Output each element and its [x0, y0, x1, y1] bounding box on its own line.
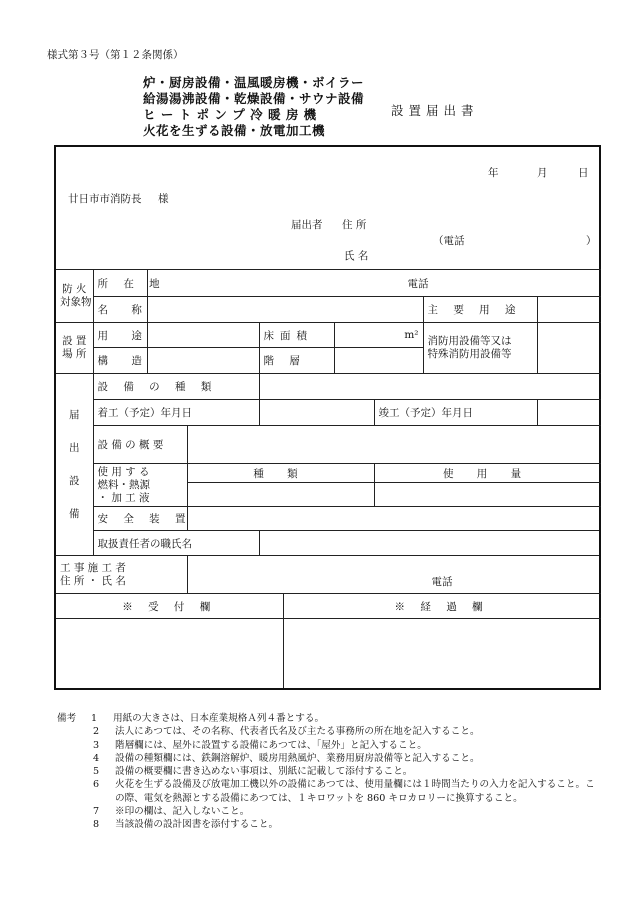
year-label: 年: [488, 167, 499, 179]
fire-equipment-label: [423, 323, 537, 374]
fuel-label-line: ・ 加 工 液: [97, 491, 150, 504]
fire-equipment-value[interactable]: [537, 323, 600, 374]
note-item: [57, 818, 602, 831]
name-label: 氏 名: [344, 250, 369, 262]
note-text: ※印の欄は、記入しないこと。: [115, 806, 250, 818]
note-item: [57, 725, 602, 738]
target-label-line: 防 火: [62, 283, 87, 295]
equipment-label-char: 出: [69, 441, 80, 454]
equipment-label-char: 備: [69, 507, 80, 520]
note-number: 3: [93, 739, 100, 751]
place-label-line: 場 所: [62, 348, 87, 360]
fire-equipment-line: 特殊消防用設備等: [427, 348, 512, 360]
note-number: 4: [93, 752, 100, 764]
note-text: 設備の概要欄に書き込めない事項は、別紙に記載して添付すること。: [115, 766, 413, 778]
note-text: 設備の種類欄には、鉄鋼溶解炉、暖房用熱風炉、業務用厨房設備等と記入すること。: [115, 752, 480, 764]
manager-label: 取扱責任者の職氏名: [93, 531, 259, 556]
progress-value: [283, 619, 600, 689]
completion-date-value[interactable]: [537, 400, 600, 426]
note-number: 6: [93, 779, 100, 791]
completion-date-label: 竣工（予定）年月日: [374, 400, 537, 426]
start-date-value[interactable]: [259, 400, 374, 426]
note-item: [57, 739, 602, 752]
fuel-label-line: 使 用 す る: [97, 465, 150, 478]
manager-value[interactable]: [259, 531, 600, 556]
fuel-label: [93, 464, 187, 507]
equipment-label-char: 届: [69, 408, 80, 421]
area-unit: m²: [334, 323, 423, 348]
document-title: 設置届出書: [391, 103, 479, 118]
structure-label: 構 造: [93, 348, 147, 374]
main-use-value[interactable]: [537, 297, 600, 323]
floor-area-label: 床面積: [259, 323, 334, 348]
fuel-amount-value[interactable]: [374, 483, 600, 507]
note-text: 用紙の大きさは、日本産業規格Ａ列４番とする。: [113, 713, 325, 724]
note-item: [57, 765, 602, 778]
remarks: [57, 712, 602, 832]
structure-value[interactable]: [147, 348, 259, 374]
fuel-kind-value[interactable]: [187, 483, 374, 507]
note-text: 法人にあつては、その名称、代表者氏名及び主たる事務所の所在地を記入すること。: [115, 726, 480, 738]
note-item: [57, 712, 602, 725]
note-item: [57, 752, 602, 765]
safety-device-label: 安 全 装 置: [93, 507, 187, 531]
note-item: [57, 778, 602, 805]
note-text: 火花を生ずる設備及び放電加工機以外の設備にあつては、使用量欄には１時間当たりの入力を記入すること。この際、電気を熱源とする設備にあつては、１キロワットを 860 キロカロリーに換算すること。: [115, 779, 595, 804]
use-label: 用 途: [93, 323, 147, 348]
use-value[interactable]: [147, 323, 259, 348]
contractor-label-line: 住 所 ・ 氏 名: [60, 574, 126, 587]
note-number: 8: [93, 819, 100, 831]
fuel-label-line: 燃料・熱源: [97, 478, 150, 491]
equipment-title-block: [143, 75, 364, 139]
place-label: [55, 323, 93, 374]
equipment-label: [55, 374, 93, 556]
note-number: 2: [93, 726, 100, 738]
equipment-type-value[interactable]: [259, 374, 600, 400]
form-number: 様式第３号（第１２条関係）: [47, 49, 184, 61]
address-label: 住 所: [342, 219, 367, 231]
target-name-label: 名 称: [93, 297, 147, 323]
header-section: [55, 146, 600, 270]
equipment-label-char: 設: [69, 474, 80, 487]
start-date-label: 着工（予定）年月日: [93, 400, 259, 426]
note-text: 当該設備の設計図書を添付すること。: [115, 819, 279, 831]
tel-label: （電話: [433, 235, 465, 247]
note-number: 5: [93, 766, 100, 778]
overview-label: 設 備 の 概 要: [93, 426, 187, 464]
title-line: 火花を生ずる設備・放電加工機: [143, 123, 326, 138]
safety-device-value[interactable]: [187, 507, 600, 531]
title-line: 炉・厨房設備・温風暖房機・ボイラー: [143, 75, 365, 90]
notification-form: [54, 145, 601, 690]
note-number: 1: [91, 713, 98, 724]
target-label: [55, 270, 93, 323]
overview-value[interactable]: [187, 426, 600, 464]
notes-lead: 備考: [57, 713, 77, 724]
fire-equipment-line: 消防用設備等又は: [427, 335, 512, 347]
floor-label: 階 層: [259, 348, 334, 374]
fuel-kind-label: 種 類: [187, 464, 374, 483]
equipment-type-label: 設 備 の 種 類: [93, 374, 259, 400]
place-label-line: 設 置: [62, 335, 87, 347]
progress-label: ※ 経 過 欄: [283, 594, 600, 619]
location-label: 所 在 地: [93, 270, 147, 297]
addressee: 廿日市市消防長: [68, 193, 142, 205]
addressee-suffix: 様: [158, 193, 169, 205]
note-item: [57, 805, 602, 818]
title-line: 給湯湯沸設備・乾燥設備・サウナ設備: [143, 91, 365, 106]
applicant-label: 届出者: [291, 219, 323, 231]
contractor-tel-label: 電話: [187, 556, 600, 594]
target-name-value[interactable]: [147, 297, 423, 323]
month-label: 月: [537, 167, 548, 179]
contractor-label: [55, 556, 187, 594]
day-label: 日: [578, 167, 589, 179]
tel-close: ）: [586, 235, 597, 247]
floor-value[interactable]: [334, 348, 423, 374]
main-use-label: 主 要 用 途: [423, 297, 537, 323]
target-label-line: 対象物: [60, 296, 92, 308]
note-number: 7: [93, 806, 100, 818]
target-tel-label: 電話: [147, 270, 600, 297]
reception-label: ※ 受 付 欄: [55, 594, 283, 619]
note-text: 階層欄には、屋外に設置する設備にあつては、「屋外」と記入すること。: [115, 739, 427, 751]
fuel-amount-label: 使 用 量: [374, 464, 600, 483]
title-line: ヒ ー ト ポ ン プ 冷 暖 房 機: [143, 107, 317, 122]
contractor-label-line: 工 事 施 工 者: [60, 561, 126, 574]
reception-value: [55, 619, 283, 689]
